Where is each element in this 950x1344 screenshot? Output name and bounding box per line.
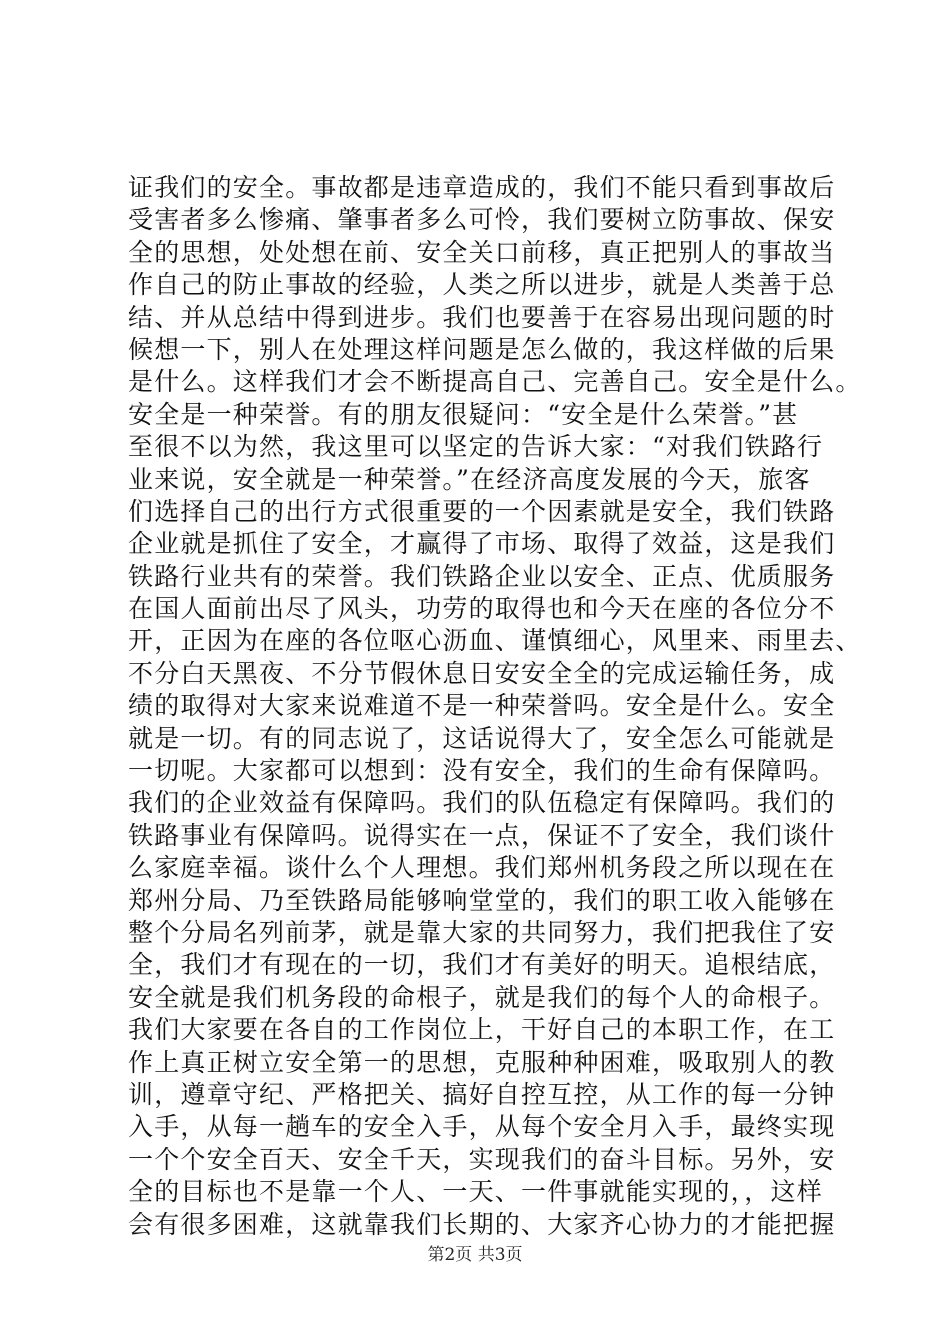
body-text (128, 172, 862, 1241)
text-line: 就是一切。有的同志说了，这话说得大了，安全怎么可能就是 (128, 723, 836, 753)
text-line: 绩的取得对大家来说难道不是一种荣誉吗。安全是什么。安全 (128, 691, 836, 721)
text-line: 安全是一种荣誉。有的朋友很疑问：“安全是什么荣誉。”甚 (128, 399, 799, 429)
text-line: 证我们的安全。事故都是违章造成的，我们不能只看到事故后 (128, 173, 836, 202)
text-line: 一个个安全百天、安全千天，实现我们的奋斗目标。另外，安 (128, 1144, 836, 1174)
text-line: 业来说，安全就是一种荣誉。”在经济高度发展的今天，旅客 (128, 464, 811, 494)
text-line: 全的目标也不是靠一个人、一天、一件事就能实现的，，这样 (128, 1177, 823, 1207)
text-line: 我们大家要在各自的工作岗位上，干好自己的本职工作，在工 (128, 1015, 836, 1045)
text-line: 么家庭幸福。谈什么个人理想。我们郑州机务段之所以现在在 (128, 853, 836, 883)
text-line: 作自己的防止事故的经验，人类之所以进步，就是人类善于总 (128, 270, 836, 300)
text-line: 企业就是抓住了安全，才赢得了市场、取得了效益，这是我们 (128, 529, 836, 559)
text-line: 铁路行业共有的荣誉。我们铁路企业以安全、正点、优质服务 (128, 561, 836, 591)
text-line: 作上真正树立安全第一的思想，克服种种困难，吸取别人的教 (128, 1047, 836, 1077)
text-line: 全，我们才有现在的一切，我们才有美好的明天。追根结底， (128, 950, 836, 980)
text-line: 整个分局名列前茅，就是靠大家的共同努力，我们把我住了安 (128, 917, 836, 947)
text-line: 会有很多困难，这就靠我们长期的、大家齐心协力的才能把握 (128, 1209, 836, 1239)
text-line: 开，正因为在座的各位呕心沥血、谨慎细心，风里来、雨里去、 (128, 626, 862, 656)
text-line: 结、并从总结中得到进步。我们也要善于在容易出现问题的时 (128, 302, 836, 332)
text-line: 候想一下，别人在处理这样问题是怎么做的，我这样做的后果 (128, 334, 836, 364)
text-line: 入手，从每一趟车的安全入手，从每个安全月入手，最终实现 (128, 1112, 836, 1142)
text-line: 训，遵章守纪、严格把关、搞好自控互控，从工作的每一分钟 (128, 1079, 836, 1109)
page-footer: 第2页 共3页 (427, 1245, 523, 1265)
text-line: 铁路事业有保障吗。说得实在一点，保证不了安全，我们谈什 (128, 820, 836, 850)
text-line: 一切呢。大家都可以想到：没有安全，我们的生命有保障吗。 (128, 756, 836, 786)
text-line: 是什么。这样我们才会不断提高自己、完善自己。安全是什么。 (128, 367, 862, 397)
text-line: 全的思想，处处想在前、安全关口前移，真正把别人的事故当 (128, 237, 836, 267)
text-line: 郑州分局、乃至铁路局能够响堂堂的，我们的职工收入能够在 (128, 885, 836, 915)
text-line: 至很不以为然，我这里可以坚定的告诉大家：“对我们铁路行 (128, 432, 824, 462)
text-line: 们选择自己的出行方式很重要的一个因素就是安全，我们铁路 (128, 496, 836, 526)
text-line: 安全就是我们机务段的命根子，就是我们的每个人的命根子。 (128, 982, 836, 1012)
text-line: 我们的企业效益有保障吗。我们的队伍稳定有保障吗。我们的 (128, 788, 836, 818)
text-line: 不分白天黑夜、不分节假休息日安安全全的完成运输任务，成 (128, 658, 836, 688)
text-line: 在国人面前出尽了风头，功劳的取得也和今天在座的各位分不 (128, 594, 836, 624)
text-line: 受害者多么惨痛、肇事者多么可怜，我们要树立防事故、保安 (128, 205, 836, 235)
